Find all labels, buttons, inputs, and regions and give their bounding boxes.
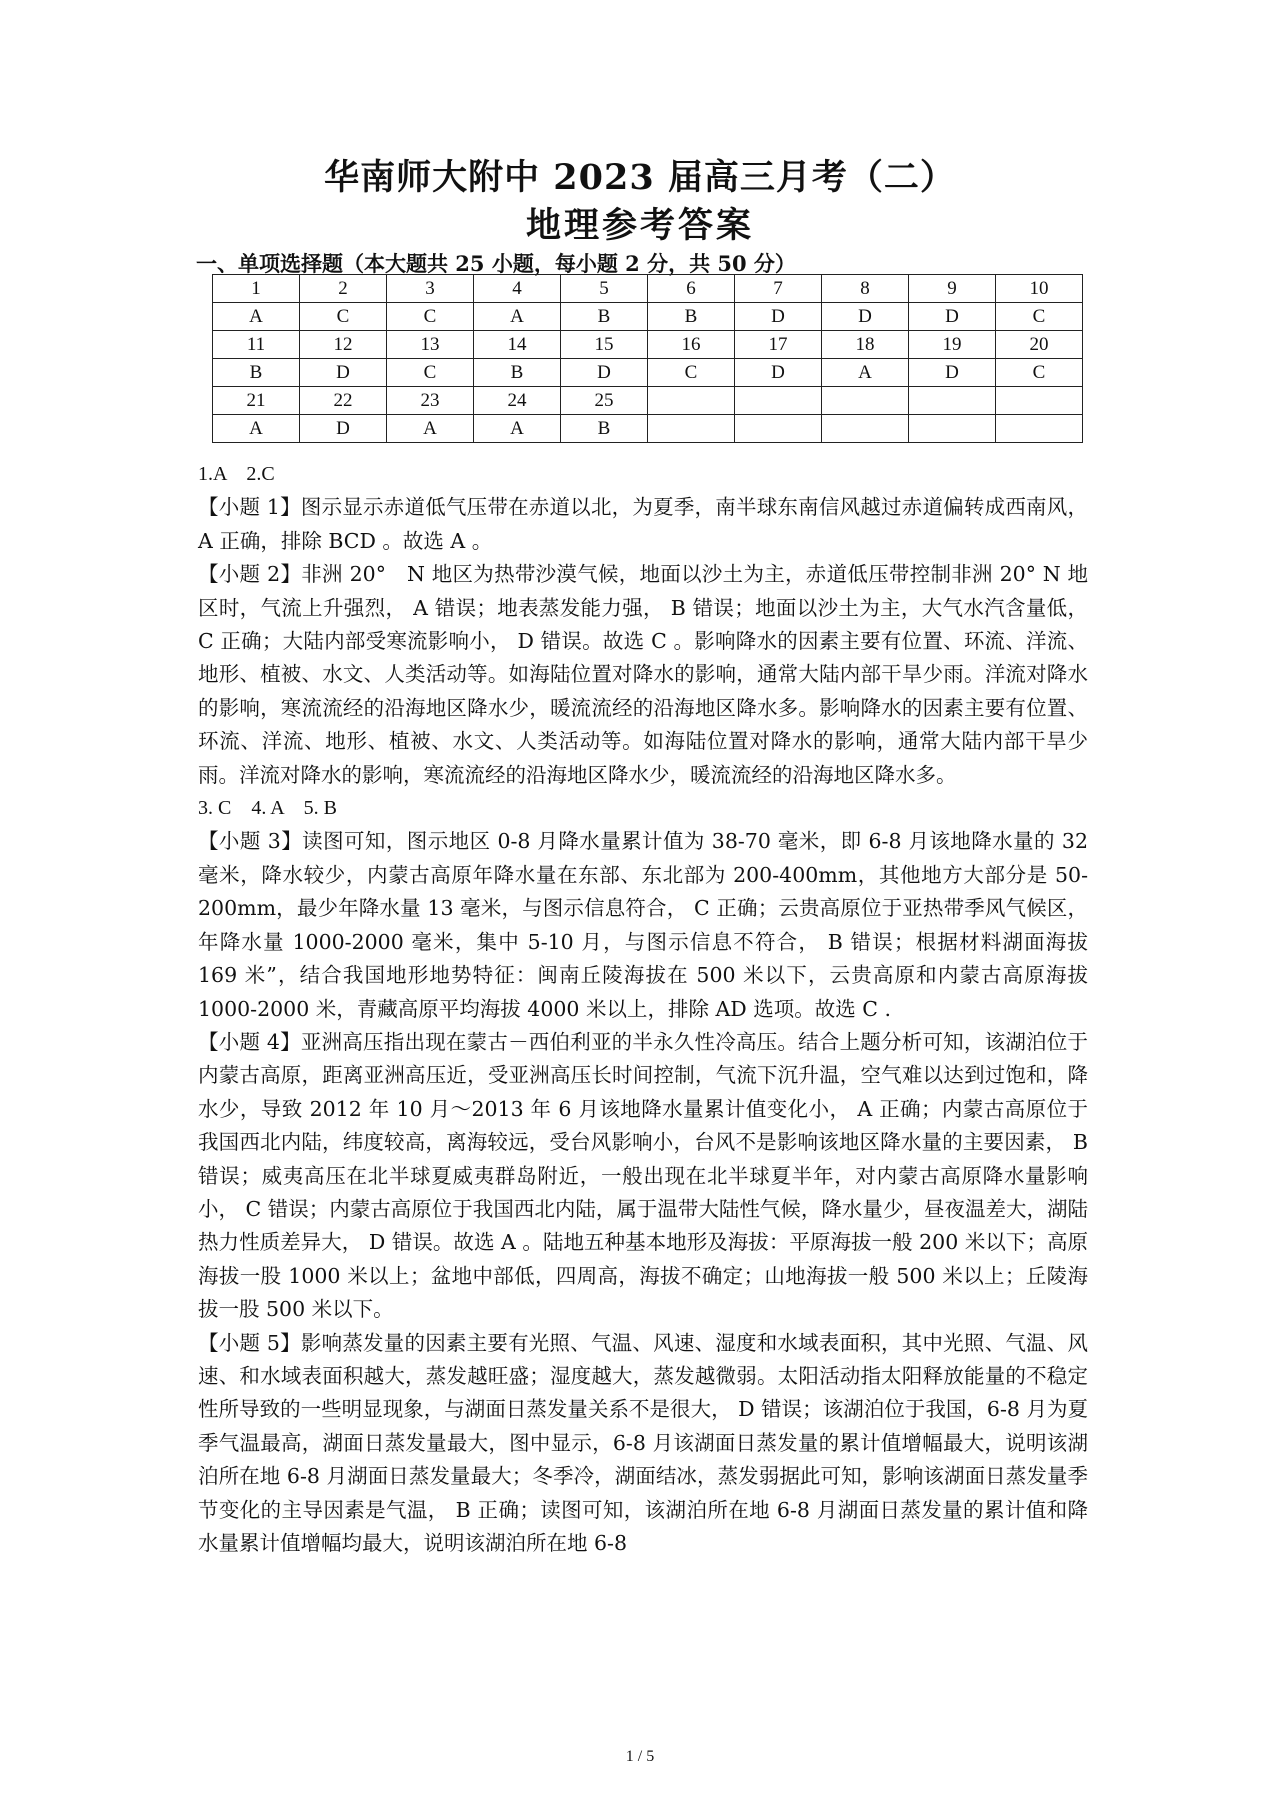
answer-cell: C: [648, 359, 735, 387]
answer-cell: C: [996, 303, 1083, 331]
answer-cell: [648, 415, 735, 443]
answer-cell: [822, 415, 909, 443]
answer-cell: A: [387, 415, 474, 443]
answer-group-2: 3. C 4. A 5. B: [198, 797, 337, 820]
answer-cell: D: [909, 359, 996, 387]
answer-cell: B: [648, 303, 735, 331]
page-subtitle: 地理参考答案: [525, 205, 754, 246]
explanation-q4: 【小题 4】亚洲高压指出现在蒙古－西伯利亚的半永久性冷高压。结合上题分析可知，该湖泊位于内蒙古高原，距离亚洲高压近，受亚洲高压长时间控制，气流下沉升温，空气难以达到过饱和，降水少，导致 2012 年 10 月～2013 年 6 月该地降水量累计值变化小， A 正确；内蒙古高原位于我国西北内陆，纬度较高，离海较远，受台风影响小，台风不是影响该地区降水量的主要因素， B 错误；威夷高压在北半球夏威夷群岛附近，一般出现在北半球夏半年，对内蒙古高原降水量影响小， C 错误；内蒙古高原位于我国西北内陆，属于温带大陆性气候，降水量少，昼夜温差大，湖陆热力性质差异大， D 错误。故选 A 。陆地五种基本地形及海拔：平原海拔一般 200 米以下；高原海拔一股 1000 米以上；盆地中部低，四周高，海拔不确定；山地海拔一般 500 米以上；丘陵海拔一股 500 米以下。: [198, 1029, 1088, 1322]
answer-cell: C: [387, 303, 474, 331]
question-number-cell: 15: [561, 331, 648, 359]
answer-row: [213, 359, 1083, 387]
question-number-cell: 20: [996, 331, 1083, 359]
answer-cell: B: [213, 359, 300, 387]
answer-row: [213, 303, 1083, 331]
answer-cell: A: [213, 303, 300, 331]
answer-cell: [996, 415, 1083, 443]
question-number-cell: 10: [996, 275, 1083, 303]
question-number-cell: [909, 387, 996, 415]
answer-cell: B: [561, 415, 648, 443]
answer-cell: D: [735, 359, 822, 387]
question-number-cell: 7: [735, 275, 822, 303]
question-number-cell: 16: [648, 331, 735, 359]
question-number-cell: 22: [300, 387, 387, 415]
question-number-cell: 11: [213, 331, 300, 359]
section-heading: 一、单项选择题（本大题共 25 小题，每小题 2 分，共 50 分）: [196, 251, 796, 276]
explanation-q1: 【小题 1】图示显示赤道低气压带在赤道以北，为夏季，南半球东南信风越过赤道偏转成西南风， A 正确，排除 BCD 。故选 A 。: [198, 495, 1088, 553]
explanation-q5: 【小题 5】影响蒸发量的因素主要有光照、气温、风速、湿度和水域表面积，其中光照、气温、风速、和水域表面积越大，蒸发越旺盛；湿度越大，蒸发越微弱。太阳活动指太阳释放能量的不稳定性所导致的一些明显现象，与湖面日蒸发量关系不是很大， D 错误；该湖泊位于我国，6-8 月为夏季气温最高，湖面日蒸发量最大，图中显示，6-8 月该湖面日蒸发量的累计值增幅最大，说明该湖泊所在地 6-8 月湖面日蒸发量最大；冬季冷，湖面结冰，蒸发弱据此可知，影响该湖面日蒸发量季节变化的主导因素是气温， B 正确；读图可知，该湖泊所在地 6-8 月湖面日蒸发量的累计值和降水量累计值增幅均最大，说明该湖泊所在地 6-8: [198, 1330, 1088, 1555]
question-number-cell: 2: [300, 275, 387, 303]
question-number-cell: 24: [474, 387, 561, 415]
answer-cell: B: [474, 359, 561, 387]
answer-cell: D: [822, 303, 909, 331]
explanation-body: [198, 458, 1088, 1560]
answer-cell: [735, 415, 822, 443]
answer-cell: A: [822, 359, 909, 387]
question-number-cell: 9: [909, 275, 996, 303]
question-number-cell: 14: [474, 331, 561, 359]
question-number-cell: 23: [387, 387, 474, 415]
answer-cell: C: [387, 359, 474, 387]
question-number-cell: [822, 387, 909, 415]
question-number-cell: [735, 387, 822, 415]
question-number-cell: 4: [474, 275, 561, 303]
answer-cell: A: [474, 303, 561, 331]
answer-cell: A: [213, 415, 300, 443]
question-number-cell: 17: [735, 331, 822, 359]
answer-cell: D: [561, 359, 648, 387]
answer-row: [213, 415, 1083, 443]
page-number: 1 / 5: [625, 1748, 655, 1765]
question-number-cell: [648, 387, 735, 415]
question-number-cell: 1: [213, 275, 300, 303]
explanation-q2: 【小题 2】非洲 20° N 地区为热带沙漠气候，地面以沙土为主，赤道低压带控制非洲 20° N 地区时，气流上升强烈， A 错误；地表蒸发能力强， B 错误；地面以沙土为主，大气水汽含量低， C 正确；大陆内部受寒流影响小， D 错误。故选 C 。影响降水的因素主要有位置、环流、洋流、地形、植被、水文、人类活动等。如海陆位置对降水的影响，通常大陆内部干旱少雨。洋流对降水的影响，寒流流经的沿海地区降水少，暖流流经的沿海地区降水多。影响降水的因素主要有位置、环流、洋流、地形、植被、水文、人类活动等。如海陆位置对降水的影响，通常大陆内部干旱少雨。洋流对降水的影响，寒流流经的沿海地区降水少，暖流流经的沿海地区降水多。: [198, 562, 1088, 787]
question-number-cell: 13: [387, 331, 474, 359]
question-number-cell: 3: [387, 275, 474, 303]
answer-group-1: 1.A 2.C: [198, 463, 275, 485]
answer-cell: C: [996, 359, 1083, 387]
question-number-cell: 6: [648, 275, 735, 303]
question-number-cell: 5: [561, 275, 648, 303]
question-number-cell: 18: [822, 331, 909, 359]
question-number-cell: 12: [300, 331, 387, 359]
question-number-row: [213, 387, 1083, 415]
answer-cell: D: [300, 359, 387, 387]
answer-cell: D: [735, 303, 822, 331]
question-number-cell: [996, 387, 1083, 415]
answer-cell: A: [474, 415, 561, 443]
answer-cell: D: [300, 415, 387, 443]
question-number-row: [213, 275, 1083, 303]
answer-cell: B: [561, 303, 648, 331]
answer-cell: D: [909, 303, 996, 331]
answer-cell: [909, 415, 996, 443]
question-number-cell: 19: [909, 331, 996, 359]
question-number-cell: 21: [213, 387, 300, 415]
question-number-row: [213, 331, 1083, 359]
question-number-cell: 25: [561, 387, 648, 415]
answer-cell: C: [300, 303, 387, 331]
question-number-cell: 8: [822, 275, 909, 303]
page-title: 华南师大附中 2023 届高三月考（二）: [324, 157, 956, 198]
explanation-q3: 【小题 3】读图可知，图示地区 0-8 月降水量累计值为 38-70 毫米，即 6-8 月该地降水量的 32 毫米，降水较少，内蒙古高原年降水量在东部、东北部为 200-400mm，其他地方大部分是 50-200mm，最少年降水量 13 毫米，与图示信息符合， C 正确；云贵高原位于亚热带季风气候区，年降水量 1000-2000 毫米，集中 5-10 月，与图示信息不符合， B 错误；根据材料湖面海拔 169 米”，结合我国地形地势特征：闽南丘陵海拔在 500 米以下，云贵高原和内蒙古高原海拔 1000-2000 米，青藏高原平均海拔 4000 米以上，排除 AD 选项。故选 C .: [198, 829, 1088, 1021]
answer-table: [212, 274, 1083, 443]
